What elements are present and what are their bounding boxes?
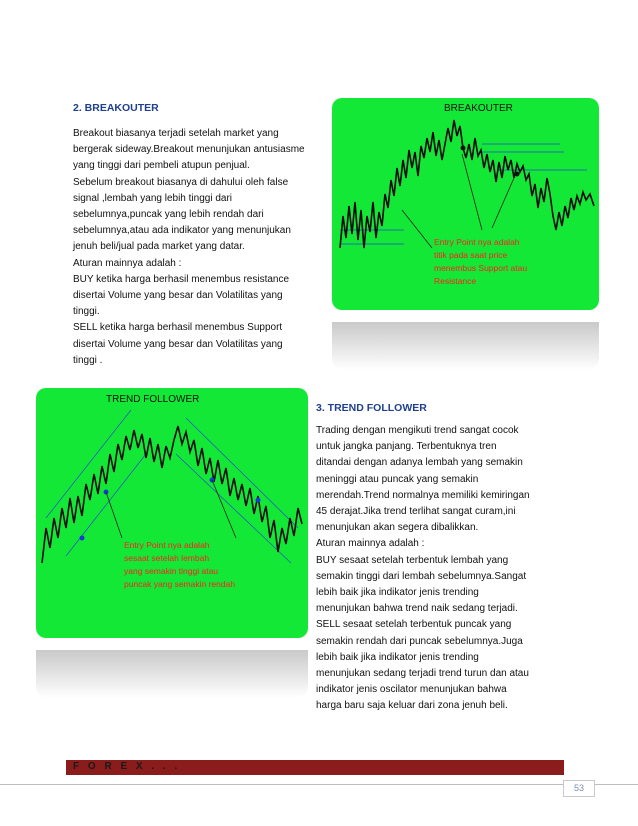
- annotation-arrow-3: [492, 178, 514, 228]
- text-line: menunjukan bahwa trend naik sedang terjadi.: [316, 603, 518, 615]
- breakout-point-top: [461, 146, 466, 151]
- text-line: lebih baik jika indikator jenis trending: [316, 587, 479, 599]
- text-line: merendah.Trend normalnya memiliki kemiringan: [316, 489, 530, 501]
- text-line: menunjukan akan segera dibalikkan.: [316, 522, 479, 534]
- annotation-line: yang semakin tinggi atau: [124, 566, 219, 576]
- breakouter-chart: [332, 98, 599, 310]
- trend-follower-chart: [36, 388, 308, 638]
- footer-divider: [0, 784, 638, 785]
- text-line: Trading dengan mengikuti trend sangat cocok: [316, 425, 519, 436]
- text-line: tinggi .: [73, 354, 103, 366]
- text-line: BUY sesaat setelah terbentuk lembah yang: [316, 554, 509, 566]
- text-line: sebelumnya,puncak yang lebih rendah dari: [73, 209, 264, 221]
- breakout-point-bottom: [515, 172, 520, 177]
- text-line: SELL sesaat setelah terbentuk puncak yang: [316, 619, 512, 631]
- trend-channel-down-upper: [186, 418, 298, 528]
- trend-follower-annotation: [124, 540, 235, 589]
- text-line: jenuh beli/jual pada market yang datar.: [73, 241, 245, 253]
- text-line: meninggi atau puncak yang semakin: [316, 473, 479, 485]
- text-line: signal ,lembah yang lebih tinggi dari: [73, 192, 232, 204]
- breakouter-paragraph: [73, 126, 305, 369]
- trend-arrow-1: [106, 492, 122, 538]
- text-line: menunjukan sedang terjadi trend turun dan atau: [316, 668, 529, 680]
- text-line: semakin rendah dari puncak sebelumnya.Juga: [316, 635, 523, 647]
- annotation-line: Entry Point nya adalah: [434, 237, 520, 247]
- breakouter-price-line: [340, 120, 594, 248]
- annotation-line: titik pada saat price: [434, 250, 508, 260]
- text-line: SELL ketika harga berhasil menembus Support: [73, 322, 283, 334]
- trend-follower-paragraph: [316, 423, 530, 715]
- text-line: ditandai dengan adanya lembah yang semakin: [316, 457, 523, 469]
- annotation-line: Entry Point nya adalah: [124, 540, 210, 550]
- breakouter-heading: 2. BREAKOUTER: [73, 102, 159, 114]
- trend-follower-chart-reflection: [36, 650, 308, 698]
- text-line: Breakout biasanya terjadi setelah market yang: [73, 128, 279, 139]
- breakouter-chart-title: BREAKOUTER: [444, 103, 513, 114]
- text-line: untuk jangka panjang. Terbentuknya tren: [316, 441, 497, 453]
- text-line: 45 derajat.Jika trend terlihat sangat curam,ini: [316, 506, 516, 518]
- trend-channel-up-upper: [46, 410, 131, 518]
- footer-label: F O R E X . . .: [73, 761, 181, 772]
- trend-follower-heading: 3. TREND FOLLOWER: [316, 402, 427, 414]
- text-line: Aturan mainnya adalah :: [316, 538, 425, 550]
- text-line: lebih baik jika indikator jenis trending: [316, 651, 479, 663]
- annotation-line: menembus Support atau: [434, 263, 528, 273]
- text-line: yang tinggi dari pembeli atupun penjual.: [73, 160, 250, 172]
- annotation-line: sesaat setelah lembah: [124, 553, 210, 563]
- entry-point-1: [80, 536, 85, 541]
- page-number: 53: [563, 780, 595, 797]
- breakouter-annotation: [434, 237, 527, 286]
- entry-point-4: [256, 498, 261, 503]
- text-line: tinggi.: [73, 306, 100, 318]
- text-line: disertai Volume yang besar dan Volatilitas yang: [73, 338, 283, 350]
- annotation-line: Resistance: [434, 276, 477, 286]
- breakouter-chart-reflection: [332, 322, 599, 370]
- annotation-arrow-1: [402, 210, 432, 248]
- text-line: BUY ketika harga berhasil menembus resistance: [73, 273, 290, 285]
- text-line: indikator jenis oscilator menunjukan bahwa: [316, 684, 507, 696]
- text-line: disertai Volume yang besar dan Volatilitas yang: [73, 290, 283, 302]
- text-line: bergerak sideway.Breakout menunjukan antusiasme: [73, 144, 305, 156]
- annotation-arrow-2: [462, 154, 482, 230]
- annotation-line: puncak yang semakin rendah: [124, 579, 236, 589]
- text-line: sebelumnya,atau ada indikator yang menunjukan: [73, 225, 291, 237]
- text-line: Sebelum breakout biasanya di dahului oleh false: [73, 176, 289, 188]
- text-line: harga baru saja keluar dari zona jenuh beli.: [316, 700, 508, 712]
- text-line: semakin tinggi dari lembah sebelumnya.Sangat: [316, 570, 527, 582]
- text-line: Aturan mainnya adalah :: [73, 257, 182, 269]
- trend-follower-chart-title: TREND FOLLOWER: [106, 394, 200, 405]
